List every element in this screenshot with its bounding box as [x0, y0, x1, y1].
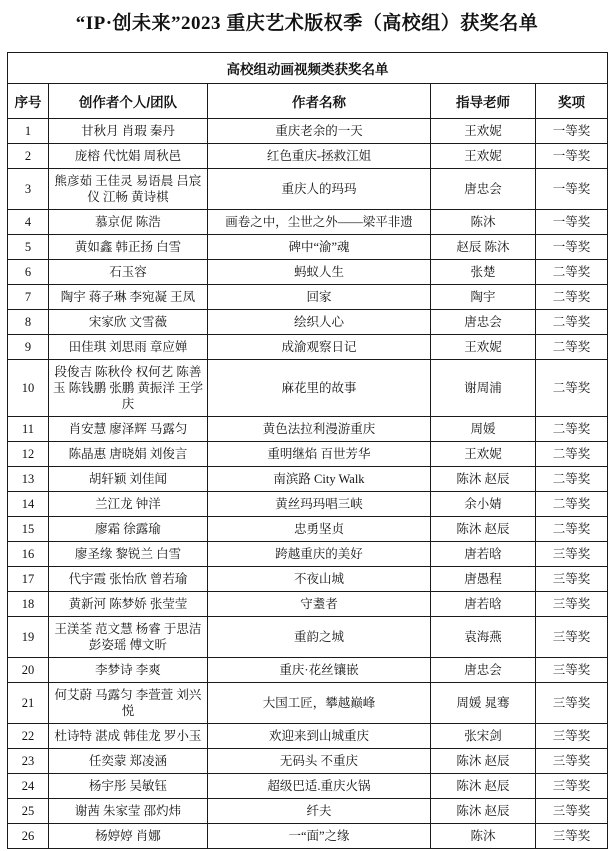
advisor-cell: 唐愚程 — [431, 567, 536, 592]
team-cell: 田佳琪 刘思雨 章应婵 — [49, 335, 208, 360]
team-cell: 宋家欣 文雪薇 — [49, 310, 208, 335]
award-cell: 三等奖 — [536, 592, 608, 617]
work-title-cell: 一“面”之缘 — [208, 824, 431, 849]
table-row — [8, 567, 608, 592]
table-row — [8, 335, 608, 360]
work-title-cell: 南滨路 City Walk — [208, 467, 431, 492]
row-number-cell: 9 — [8, 335, 49, 360]
row-number-cell: 2 — [8, 144, 49, 169]
advisor-cell: 周媛 晁骞 — [431, 683, 536, 724]
team-cell: 李梦诗 李爽 — [49, 658, 208, 683]
work-title-cell: 守耋者 — [208, 592, 431, 617]
table-row — [8, 119, 608, 144]
award-cell: 一等奖 — [536, 169, 608, 210]
advisor-cell: 陈沐 — [431, 824, 536, 849]
advisor-cell: 王欢妮 — [431, 335, 536, 360]
team-cell: 胡轩颖 刘佳闻 — [49, 467, 208, 492]
work-title-cell: 黄丝玛玛唱三峡 — [208, 492, 431, 517]
row-number-cell: 20 — [8, 658, 49, 683]
work-title-cell: 跨越重庆的美好 — [208, 542, 431, 567]
table-row — [8, 235, 608, 260]
column-header-no: 序号 — [8, 84, 49, 119]
advisor-cell: 赵辰 陈沐 — [431, 235, 536, 260]
award-cell: 二等奖 — [536, 335, 608, 360]
work-title-cell: 重韵之城 — [208, 617, 431, 658]
team-cell: 陶宇 蒋子琳 李宛凝 王凤 — [49, 285, 208, 310]
award-cell: 一等奖 — [536, 144, 608, 169]
column-header-row — [8, 84, 608, 119]
award-cell: 三等奖 — [536, 724, 608, 749]
work-title-cell: 重庆人的玛玛 — [208, 169, 431, 210]
advisor-cell: 王欢妮 — [431, 144, 536, 169]
table-row — [8, 285, 608, 310]
table-row — [8, 310, 608, 335]
award-cell: 三等奖 — [536, 774, 608, 799]
advisor-cell: 唐若晗 — [431, 542, 536, 567]
table-row — [8, 824, 608, 849]
work-title-cell: 不夜山城 — [208, 567, 431, 592]
row-number-cell: 24 — [8, 774, 49, 799]
row-number-cell: 18 — [8, 592, 49, 617]
team-cell: 何艾蔚 马露匀 李萱萱 刘兴悦 — [49, 683, 208, 724]
team-cell: 黄如鑫 韩正扬 白雪 — [49, 235, 208, 260]
team-cell: 黄新河 陈梦娇 张莹莹 — [49, 592, 208, 617]
column-header-work: 作者名称 — [208, 84, 431, 119]
team-cell: 廖霜 徐露瑜 — [49, 517, 208, 542]
advisor-cell: 谢周浦 — [431, 360, 536, 417]
award-cell: 三等奖 — [536, 658, 608, 683]
team-cell: 兰江龙 钟洋 — [49, 492, 208, 517]
advisor-cell: 王欢妮 — [431, 119, 536, 144]
advisor-cell: 唐忠会 — [431, 310, 536, 335]
award-cell: 三等奖 — [536, 617, 608, 658]
page-title: “IP·创未来”2023 重庆艺术版权季（高校组）获奖名单 — [75, 13, 539, 34]
work-title-cell: 重明继焰 百世芳华 — [208, 442, 431, 467]
work-title-cell: 麻花里的故事 — [208, 360, 431, 417]
team-cell: 廖圣缘 黎锐兰 白雪 — [49, 542, 208, 567]
award-cell: 三等奖 — [536, 824, 608, 849]
team-cell: 陈晶惠 唐晓娟 刘俊言 — [49, 442, 208, 467]
advisor-cell: 陶宇 — [431, 285, 536, 310]
column-header-advisor: 指导老师 — [431, 84, 536, 119]
row-number-cell: 16 — [8, 542, 49, 567]
award-cell: 二等奖 — [536, 442, 608, 467]
column-header-team: 创作者个人/团队 — [49, 84, 208, 119]
table-row — [8, 799, 608, 824]
table-row — [8, 169, 608, 210]
row-number-cell: 15 — [8, 517, 49, 542]
work-title-cell: 重庆老余的一天 — [208, 119, 431, 144]
row-number-cell: 11 — [8, 417, 49, 442]
work-title-cell: 蚂蚁人生 — [208, 260, 431, 285]
award-cell: 三等奖 — [536, 799, 608, 824]
table-row — [8, 774, 608, 799]
advisor-cell: 周媛 — [431, 417, 536, 442]
table-caption: 高校组动画视频类获奖名单 — [8, 53, 608, 84]
row-number-cell: 5 — [8, 235, 49, 260]
advisor-cell: 余小婧 — [431, 492, 536, 517]
row-number-cell: 3 — [8, 169, 49, 210]
advisor-cell: 张宋剑 — [431, 724, 536, 749]
award-cell: 三等奖 — [536, 749, 608, 774]
column-header-award: 奖项 — [536, 84, 608, 119]
award-cell: 一等奖 — [536, 210, 608, 235]
team-cell: 熊彦茹 王佳灵 易语晨 吕宸仪 江畅 黄诗棋 — [49, 169, 208, 210]
work-title-cell: 超级巴适.重庆火锅 — [208, 774, 431, 799]
advisor-cell: 陈沐 赵辰 — [431, 517, 536, 542]
table-row — [8, 467, 608, 492]
advisor-cell: 袁海燕 — [431, 617, 536, 658]
table-row — [8, 360, 608, 417]
table-row — [8, 492, 608, 517]
team-cell: 庞榕 代忱娟 周秋邑 — [49, 144, 208, 169]
team-cell: 慕京伲 陈浩 — [49, 210, 208, 235]
table-row — [8, 617, 608, 658]
work-title-cell: 欢迎来到山城重庆 — [208, 724, 431, 749]
team-cell: 段俊吉 陈秋伶 权何艺 陈善玉 陈钱鹏 张鹏 黄振洋 王学庆 — [49, 360, 208, 417]
award-cell: 二等奖 — [536, 517, 608, 542]
work-title-cell: 黄色法拉利漫游重庆 — [208, 417, 431, 442]
work-title-cell: 绘织人心 — [208, 310, 431, 335]
table-row — [8, 210, 608, 235]
row-number-cell: 6 — [8, 260, 49, 285]
award-cell: 二等奖 — [536, 285, 608, 310]
table-row — [8, 517, 608, 542]
award-cell: 一等奖 — [536, 235, 608, 260]
work-title-cell: 无码头 不重庆 — [208, 749, 431, 774]
award-cell: 二等奖 — [536, 360, 608, 417]
row-number-cell: 8 — [8, 310, 49, 335]
team-cell: 王渼荃 范文慧 杨睿 于思洁 彭姿瑶 傅文昕 — [49, 617, 208, 658]
team-cell: 石玉容 — [49, 260, 208, 285]
advisor-cell: 陈沐 赵辰 — [431, 774, 536, 799]
row-number-cell: 10 — [8, 360, 49, 417]
table-row — [8, 417, 608, 442]
row-number-cell: 4 — [8, 210, 49, 235]
awards-table-body — [8, 119, 608, 849]
team-cell: 杨宇彤 吴敏钰 — [49, 774, 208, 799]
row-number-cell: 13 — [8, 467, 49, 492]
advisor-cell: 陈沐 — [431, 210, 536, 235]
row-number-cell: 21 — [8, 683, 49, 724]
work-title-cell: 大国工匠，攀越巅峰 — [208, 683, 431, 724]
awards-table — [7, 52, 608, 849]
team-cell: 任奕蒙 郑凌涵 — [49, 749, 208, 774]
award-cell: 三等奖 — [536, 683, 608, 724]
table-row — [8, 442, 608, 467]
work-title-cell: 重庆·花丝镶嵌 — [208, 658, 431, 683]
work-title-cell: 回家 — [208, 285, 431, 310]
award-cell: 二等奖 — [536, 260, 608, 285]
advisor-cell: 陈沐 赵辰 — [431, 749, 536, 774]
advisor-cell: 陈沐 赵辰 — [431, 799, 536, 824]
row-number-cell: 23 — [8, 749, 49, 774]
work-title-cell: 画卷之中，尘世之外——梁平非遗 — [208, 210, 431, 235]
advisor-cell: 唐忠会 — [431, 658, 536, 683]
work-title-cell: 成渝观察日记 — [208, 335, 431, 360]
table-row — [8, 683, 608, 724]
award-cell: 二等奖 — [536, 492, 608, 517]
row-number-cell: 12 — [8, 442, 49, 467]
row-number-cell: 17 — [8, 567, 49, 592]
advisor-cell: 王欢妮 — [431, 442, 536, 467]
table-caption-row — [8, 53, 608, 84]
work-title-cell: 碑中“渝”魂 — [208, 235, 431, 260]
team-cell: 谢茜 朱家莹 邵灼炜 — [49, 799, 208, 824]
team-cell: 杨婷婷 肖娜 — [49, 824, 208, 849]
table-row — [8, 749, 608, 774]
table-row — [8, 144, 608, 169]
row-number-cell: 25 — [8, 799, 49, 824]
row-number-cell: 22 — [8, 724, 49, 749]
table-row — [8, 260, 608, 285]
table-row — [8, 542, 608, 567]
team-cell: 杜诗特 湛成 韩佳龙 罗小玉 — [49, 724, 208, 749]
award-cell: 二等奖 — [536, 417, 608, 442]
team-cell: 肖安慧 廖泽辉 马露匀 — [49, 417, 208, 442]
advisor-cell: 唐若晗 — [431, 592, 536, 617]
table-row — [8, 592, 608, 617]
work-title-cell: 纤夫 — [208, 799, 431, 824]
row-number-cell: 14 — [8, 492, 49, 517]
table-row — [8, 724, 608, 749]
team-cell: 代宇霞 张怡欣 曾若瑜 — [49, 567, 208, 592]
row-number-cell: 1 — [8, 119, 49, 144]
row-number-cell: 26 — [8, 824, 49, 849]
award-cell: 二等奖 — [536, 310, 608, 335]
award-cell: 一等奖 — [536, 119, 608, 144]
award-cell: 二等奖 — [536, 467, 608, 492]
work-title-cell: 红色重庆-拯救江姐 — [208, 144, 431, 169]
advisor-cell: 唐忠会 — [431, 169, 536, 210]
row-number-cell: 19 — [8, 617, 49, 658]
team-cell: 甘秋月 肖瑕 秦丹 — [49, 119, 208, 144]
advisor-cell: 张楚 — [431, 260, 536, 285]
award-cell: 三等奖 — [536, 567, 608, 592]
row-number-cell: 7 — [8, 285, 49, 310]
advisor-cell: 陈沐 赵辰 — [431, 467, 536, 492]
award-cell: 三等奖 — [536, 542, 608, 567]
table-row — [8, 658, 608, 683]
work-title-cell: 忠勇坚贞 — [208, 517, 431, 542]
